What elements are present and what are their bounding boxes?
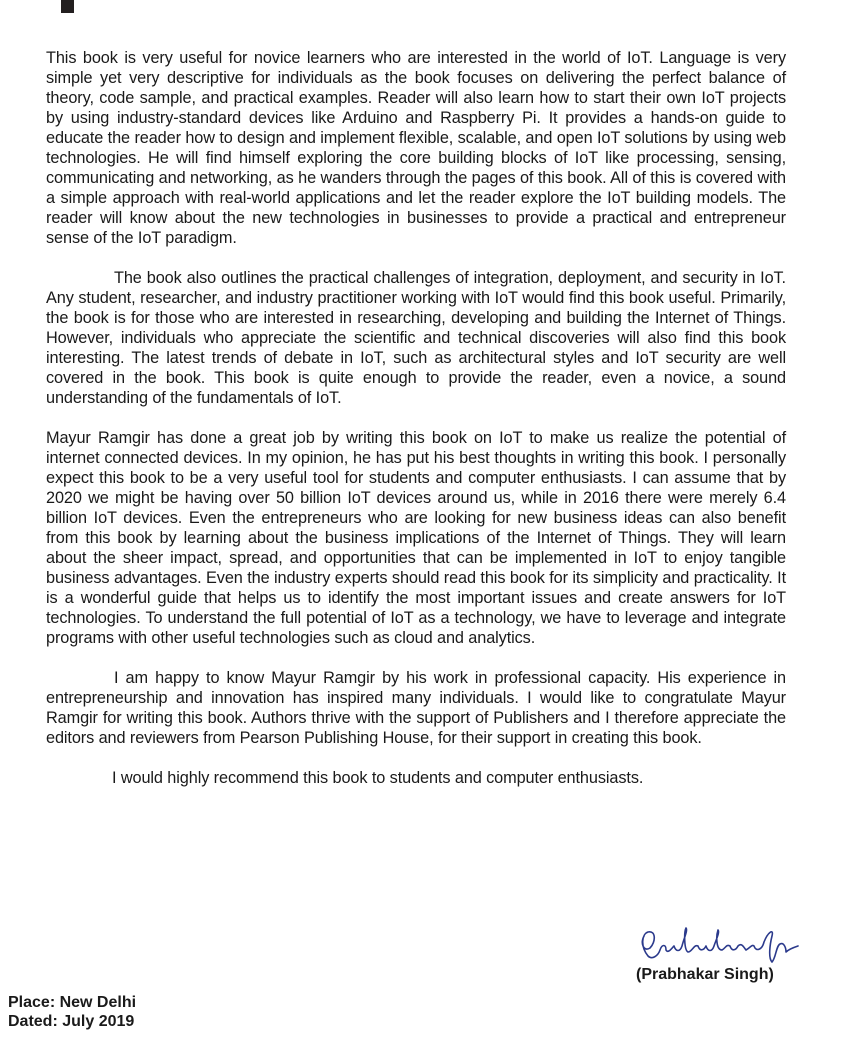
place-label: Place: New Delhi [8, 994, 137, 1011]
paragraph-congratulations: I am happy to know Mayur Ramgir by his work in professional capacity. His experience in entrepreneurship and innovation has inspired many individuals. I would like to congratulate Mayur Ramgir for writing this book. Authors thrive with the support of Publishers and I therefore appreciate the editors and reviewers from Pearson Publishing House, for their support in creating this book. [46, 669, 786, 747]
page-top-margin [0, 0, 867, 46]
date-label: Dated: July 2019 [8, 1013, 135, 1030]
foreword-body [46, 48, 786, 808]
paragraph-author-praise: Mayur Ramgir has done a great job by writing this book on IoT to make us realize the potential of internet connected devices. In my opinion, he has put his best thoughts in writing this book. I personally expect this book to be a very useful tool for students and computer enthusiasts. I can assume that by 2020 we might be having over 50 billion IoT devices around us, while in 2016 there were merely 6.4 billion IoT devices. Even the entrepreneurs who are looking for new business ideas can also benefit from this book by learning about the business implications of the Internet of Things. They will learn about the sheer impact, spread, and opportunities that can be implemented in IoT to enjoy tangible business advantages. Even the industry experts should read this book for its simplicity and practicality. It is a wonderful guide that helps us to identify the most important issues and create answers for IoT technologies. To understand the full potential of IoT as a technology, we have to leverage and integrate programs with other useful technologies such as cloud and analytics. [46, 429, 786, 647]
paragraph-recommendation: I would highly recommend this book to students and computer enthusiasts. [112, 769, 644, 787]
paragraph-intro: This book is very useful for novice learners who are interested in the world of IoT. Language is very simple yet very descriptive for individuals as the book focuses on delivering the perfect balance of theory, code sample, and practical examples. Reader will also learn how to start their own IoT projects by using industry-standard devices like Arduino and Raspberry Pi. It provides a hands-on guide to educate the reader how to design and implement flexible, scalable, and open IoT solutions by using web technologies. He will find himself exploring the core building blocks of IoT like processing, sensing, communicating and networking, as he wanders through the pages of this book. All of this is covered with a simple approach with real-world applications and let the reader explore the IoT building models. The reader will know about the new technologies in businesses to provide a practical and entrepreneur sense of the IoT paradigm. [46, 49, 786, 247]
handwritten-signature-icon [636, 922, 806, 967]
signer-name: (Prabhakar Singh) [636, 966, 774, 983]
place-date-block [8, 993, 136, 1031]
page-marker [61, 0, 74, 13]
paragraph-challenges: The book also outlines the practical challenges of integration, deployment, and security in IoT. Any student, researcher, and industry practitioner working with IoT would find this book useful. Primarily, the book is for those who are interested in researching, developing and building the Internet of Things. However, individuals who appreciate the scientific and technical discoveries will also find this book interesting. The latest trends of debate in IoT, such as architectural styles and IoT security are well covered in the book. This book is quite enough to provide the reader, even a novice, a sound understanding of the fundamentals of IoT. [46, 269, 786, 407]
